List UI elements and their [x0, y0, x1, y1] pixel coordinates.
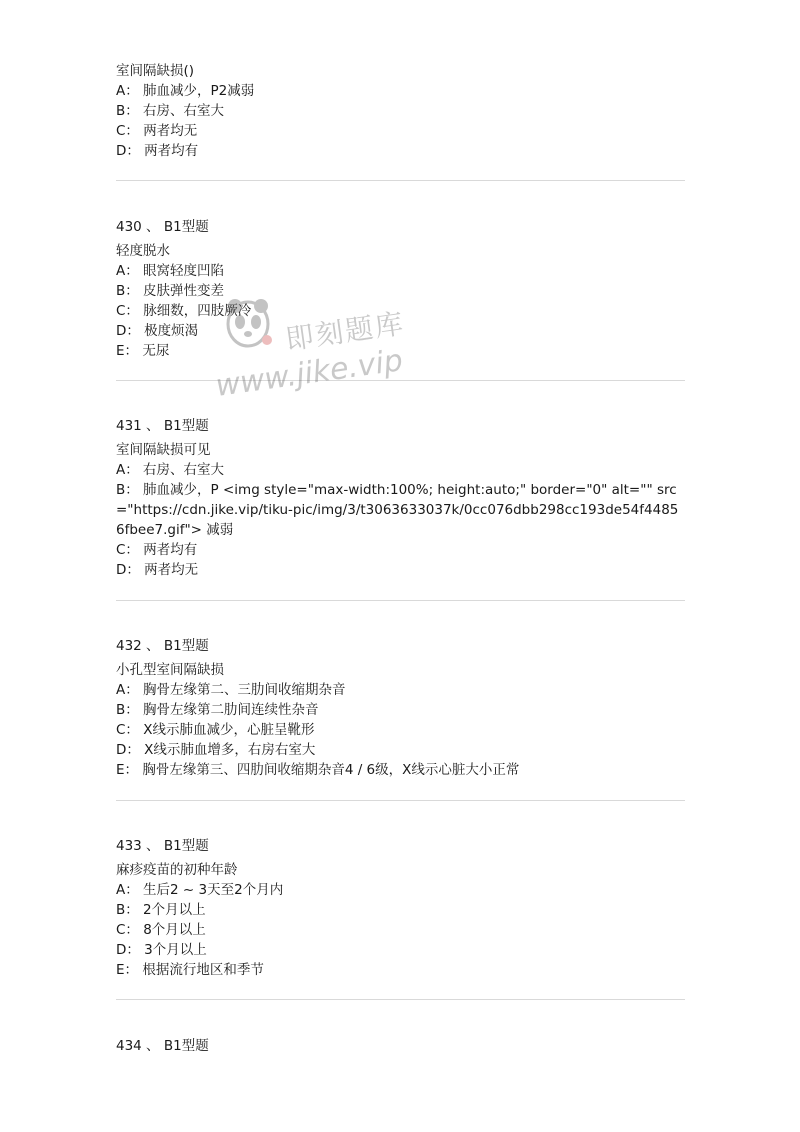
question-header: 431 、 B1型题 — [116, 418, 209, 434]
option-d: D： X线示肺血增多，右房右室大 — [116, 742, 316, 758]
option-e: E： 胸骨左缘第三、四肋间收缩期杂音4 / 6级，X线示心脏大小正常 — [116, 762, 520, 778]
option-c: C： 两者均有 — [116, 542, 198, 558]
option-a: A： 生后2 ~ 3天至2个月内 — [116, 882, 284, 898]
option-a: A： 肺血减少，P2减弱 — [116, 83, 255, 99]
divider — [116, 180, 685, 181]
question-block-433 — [116, 860, 686, 980]
option-b: B： 2个月以上 — [116, 902, 206, 918]
option-d: D： 3个月以上 — [116, 942, 207, 958]
question-stem: 麻疹疫苗的初种年龄 — [116, 862, 238, 878]
option-e: E： 无尿 — [116, 343, 170, 359]
question-block-431 — [116, 440, 686, 580]
option-d: D： 两者均有 — [116, 143, 199, 159]
option-c: C： 脉细数，四肢厥冷 — [116, 303, 252, 319]
question-header: 433 、 B1型题 — [116, 838, 209, 854]
question-block-top — [116, 61, 686, 161]
watermark-url: www.jike.vip — [213, 343, 405, 404]
divider — [116, 600, 685, 601]
option-a: A： 胸骨左缘第二、三肋间收缩期杂音 — [116, 682, 346, 698]
divider — [116, 999, 685, 1000]
option-a: A： 眼窝轻度凹陷 — [116, 263, 225, 279]
option-b: B： 胸骨左缘第二肋间连续性杂音 — [116, 702, 319, 718]
question-header: 430 、 B1型题 — [116, 219, 209, 235]
option-c: C： 两者均无 — [116, 123, 198, 139]
watermark-text: 即刻题库 — [283, 306, 407, 357]
question-stem: 室间隔缺损可见 — [116, 442, 211, 458]
option-e: E： 根据流行地区和季节 — [116, 962, 264, 978]
option-b: B： 皮肤弹性变差 — [116, 283, 225, 299]
question-block-432 — [116, 660, 686, 780]
question-block-430 — [116, 241, 686, 361]
divider — [116, 800, 685, 801]
question-stem: 室间隔缺损() — [116, 63, 195, 79]
question-stem: 轻度脱水 — [116, 243, 170, 259]
question-stem: 小孔型室间隔缺损 — [116, 662, 224, 678]
option-b: B： 肺血减少，P <img style="max-width:100%; height:auto;" border="0" alt="" src="https://cdn.jike.vip/tiku-pic/img/3/t3063633037k/0cc076dbb298cc193de54f44856fbee7.gif"> 减弱 — [116, 482, 679, 538]
divider — [116, 380, 685, 381]
question-header: 432 、 B1型题 — [116, 638, 209, 654]
option-c: C： X线示肺血减少，心脏呈靴形 — [116, 722, 315, 738]
question-header: 434 、 B1型题 — [116, 1038, 209, 1054]
option-d: D： 极度烦渴 — [116, 323, 199, 339]
option-b: B： 右房、右室大 — [116, 103, 225, 119]
option-c: C： 8个月以上 — [116, 922, 206, 938]
option-d: D： 两者均无 — [116, 562, 199, 578]
option-a: A： 右房、右室大 — [116, 462, 225, 478]
